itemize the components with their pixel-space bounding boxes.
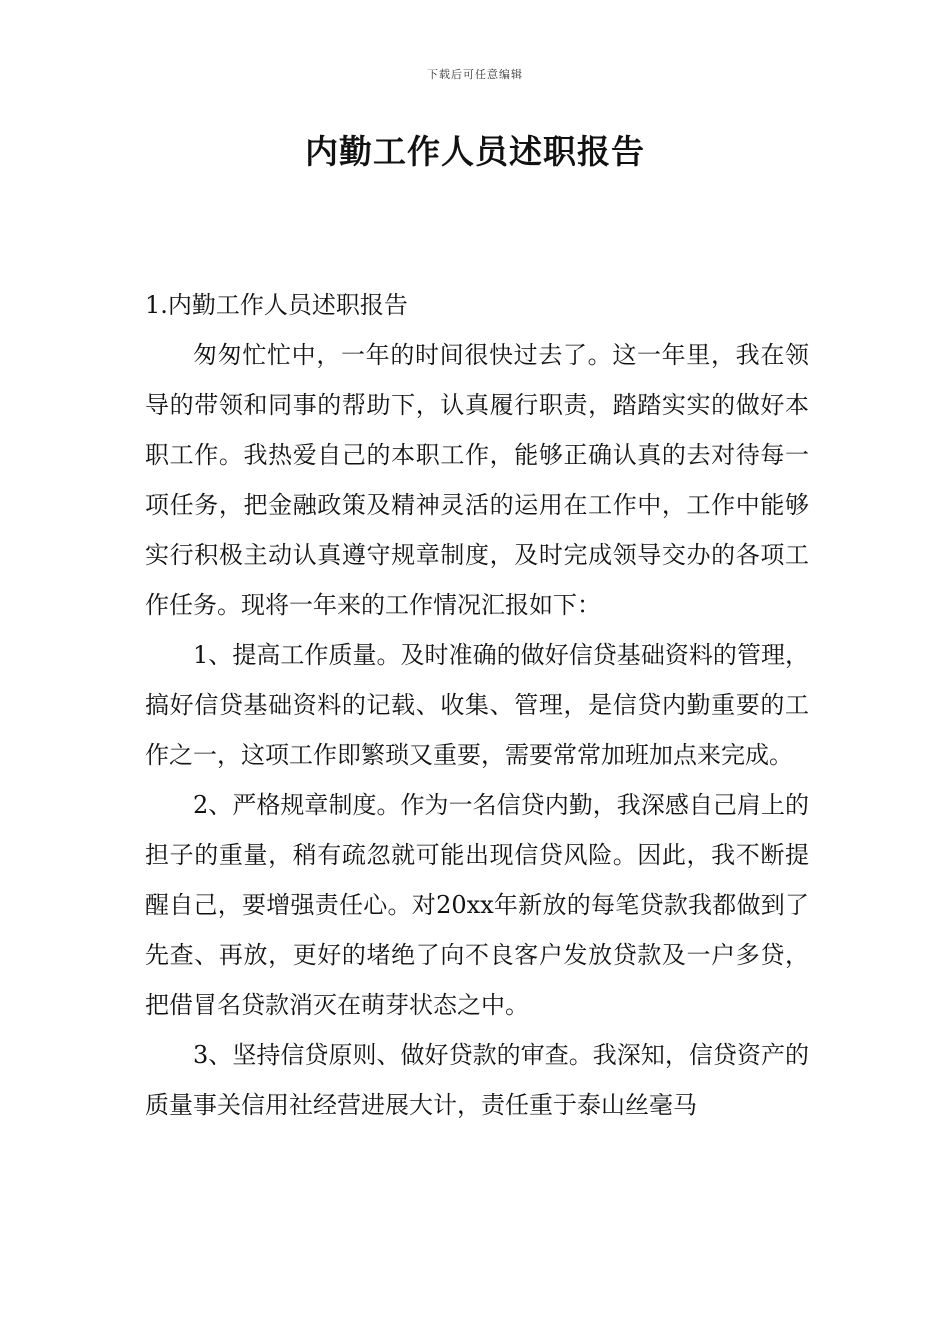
- section-heading: 1.内勤工作人员述职报告: [145, 291, 408, 319]
- paragraph-item-2: 2、严格规章制度。作为一名信贷内勤，我深感自己肩上的担子的重量，稍有疏忽就可能出现信贷风险。因此，我不断提醒自己，要增强责任心。对20xx年新放的每笔贷款我都做到了先查、再放，更好的堵绝了向不良客户发放贷款及一户多贷，把借冒名贷款消灭在萌芽状态之中。: [145, 791, 809, 1019]
- paragraph-item-3: 3、坚持信贷原则、做好贷款的审查。我深知，信贷资产的质量事关信用社经营进展大计，责任重于泰山丝毫马: [145, 1041, 809, 1119]
- document-title: 内勤工作人员述职报告: [305, 132, 645, 171]
- document-body: [145, 280, 809, 1130]
- header-note: 下载后可任意编辑: [427, 68, 523, 81]
- paragraph-intro: 匆匆忙忙中，一年的时间很快过去了。这一年里，我在领导的带领和同事的帮助下，认真履行职责，踏踏实实的做好本职工作。我热爱自己的本职工作，能够正确认真的去对待每一项任务，把金融政策及精神灵活的运用在工作中，工作中能够实行积极主动认真遵守规章制度，及时完成领导交办的各项工作任务。现将一年来的工作情况汇报如下：: [145, 341, 809, 619]
- paragraph-item-1: 1、提高工作质量。及时准确的做好信贷基础资料的管理，搞好信贷基础资料的记载、收集、管理，是信贷内勤重要的工作之一，这项工作即繁琐又重要，需要常常加班加点来完成。: [145, 641, 809, 769]
